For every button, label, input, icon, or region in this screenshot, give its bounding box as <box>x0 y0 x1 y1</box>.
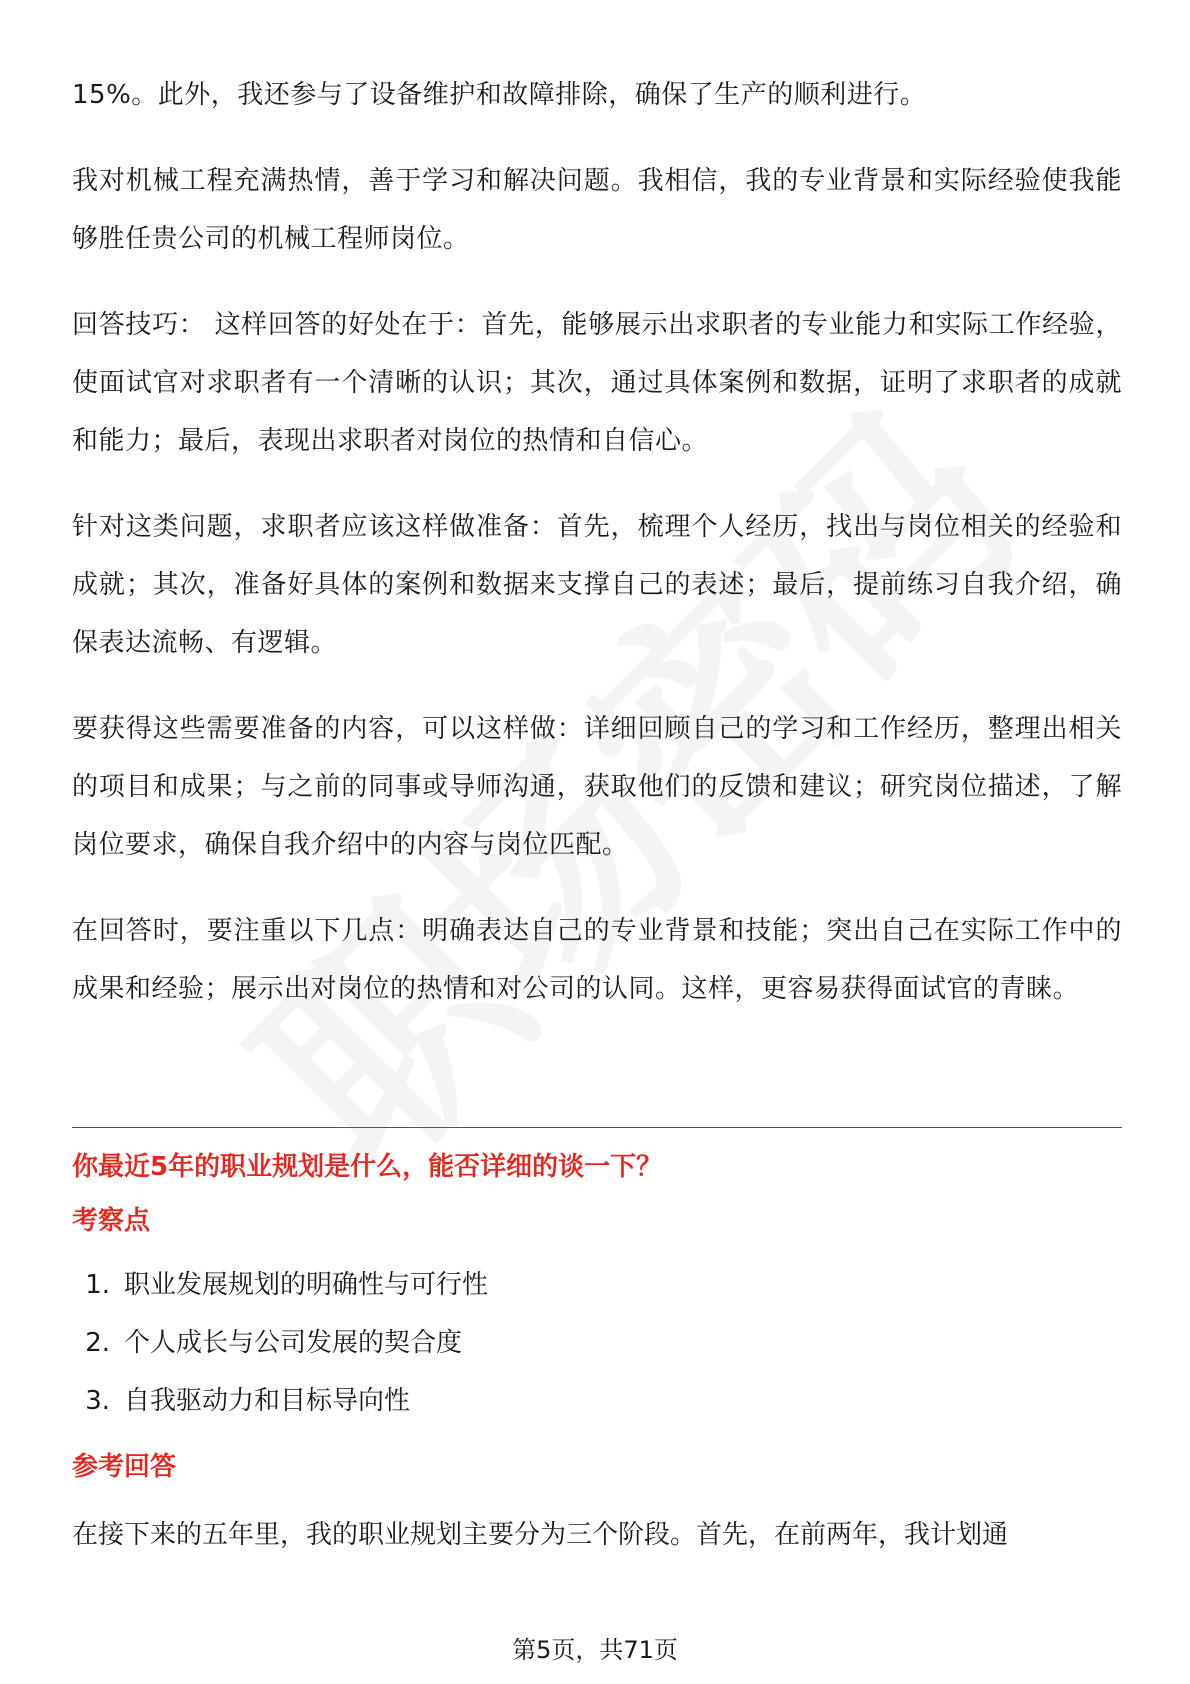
paragraph: 回答技巧： 这样回答的好处在于：首先，能够展示出求职者的专业能力和实际工作经验，使面试官对求职者有一个清晰的认识；其次，通过具体案例和数据，证明了求职者的成就和能力；最后，表现出求职者对岗位的热情和自信心。 <box>72 310 1122 456</box>
page-footer: 第5页，共71页 <box>512 1636 678 1664</box>
body-text <box>72 66 1122 1046</box>
list-text: 个人成长与公司发展的契合度 <box>124 1328 463 1358</box>
answer-paragraph: 在接下来的五年里，我的职业规划主要分为三个阶段。首先，在前两年，我计划通 <box>72 1520 1009 1550</box>
question-title: 你最近5年的职业规划是什么，能否详细的谈一下？ <box>72 1152 663 1182</box>
list-number: 1. <box>85 1270 110 1300</box>
paragraph: 要获得这些需要准备的内容，可以这样做：详细回顾自己的学习和工作经历，整理出相关的项目和成果；与之前的同事或导师沟通，获取他们的反馈和建议；研究岗位描述，了解岗位要求，确保自我介绍中的内容与岗位匹配。 <box>72 714 1122 860</box>
paragraph: 针对这类问题，求职者应该这样做准备：首先，梳理个人经历，找出与岗位相关的经验和成就；其次，准备好具体的案例和数据来支撑自己的表述；最后，提前练习自我介绍，确保表达流畅、有逻辑。 <box>72 512 1122 658</box>
list-number: 2. <box>85 1328 110 1358</box>
question-section <box>72 1140 1122 1564</box>
answer-heading: 参考回答 <box>72 1452 177 1482</box>
section-divider <box>72 1127 1122 1128</box>
paragraph: 我对机械工程充满热情，善于学习和解决问题。我相信，我的专业背景和实际经验使我能够胜任贵公司的机械工程师岗位。 <box>72 166 1122 254</box>
list-text: 职业发展规划的明确性与可行性 <box>124 1270 489 1300</box>
list-item <box>72 1314 1122 1372</box>
points-heading: 考察点 <box>72 1206 151 1236</box>
paragraph: 在回答时，要注重以下几点：明确表达自己的专业背景和技能；突出自己在实际工作中的成果和经验；展示出对岗位的热情和对公司的认同。这样，更容易获得面试官的青睐。 <box>72 916 1122 1004</box>
list-text: 自我驱动力和目标导向性 <box>124 1386 411 1416</box>
paragraph: 15%。此外，我还参与了设备维护和故障排除，确保了生产的顺利进行。 <box>72 80 927 110</box>
list-number: 3. <box>85 1386 110 1416</box>
list-item <box>72 1372 1122 1430</box>
list-item <box>72 1256 1122 1314</box>
points-list <box>72 1256 1122 1430</box>
